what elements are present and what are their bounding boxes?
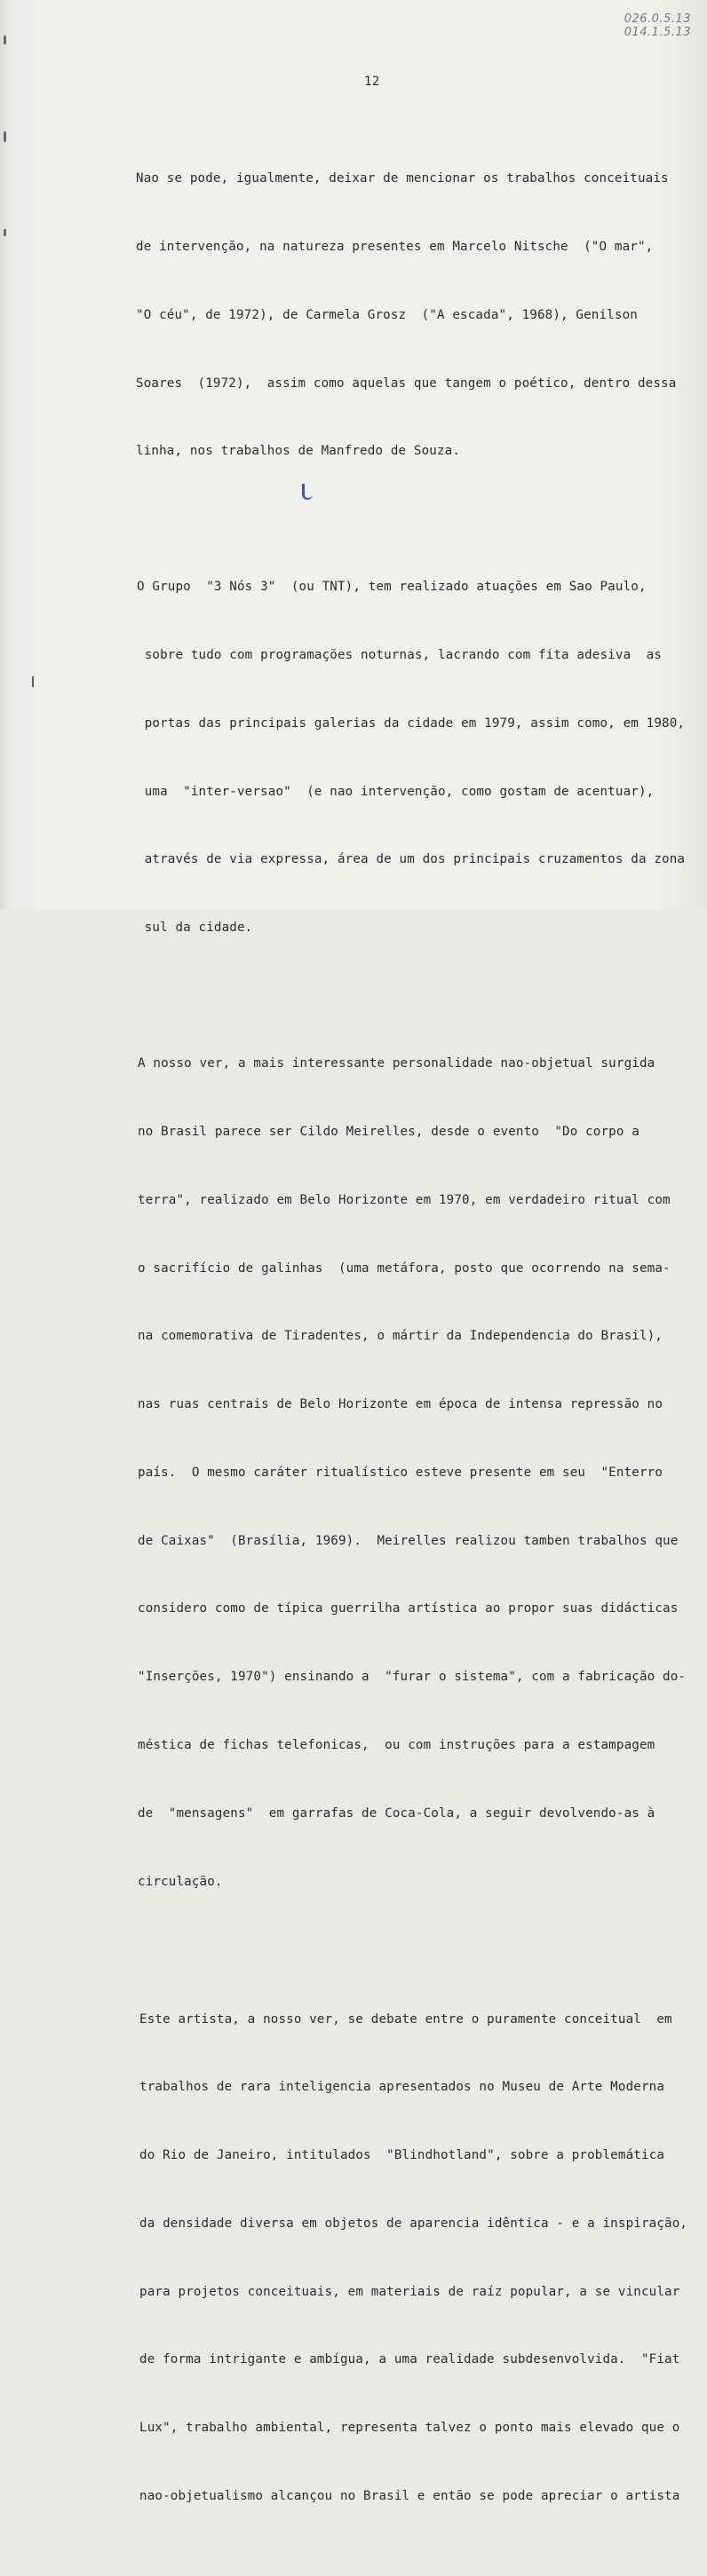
text-line: para projetos conceituais, em materiais de raíz popular, a se vincular [139, 2284, 680, 2299]
text-line: Este artista, a nosso ver, se debate entre o puramente conceitual em [139, 2011, 672, 2027]
text-line: O Grupo "3 Nós 3" (ou TNT), tem realizado atuações em Sao Paulo, [137, 580, 647, 595]
text-line: do Rio de Janeiro, intitulados "Blindhotland", sobre a problemática [139, 2148, 665, 2163]
paragraph [139, 1963, 688, 2553]
text-line: no Brasil parece ser Cildo Meirelles, desde o evento "Do corpo a [138, 1124, 639, 1139]
text-line: sobre tudo com programações noturnas, lacrando com fita adesiva as [137, 648, 663, 663]
text-line: nao-objetualismo alcançou no Brasil e então se pode apreciar o artista [139, 2488, 680, 2503]
text-line: de "mensagens" em garrafas de Coca-Cola, a seguir devolvendo-as à [138, 1806, 655, 1821]
text-line: país. O mesmo caráter ritualístico esteve presente em seu "Enterro [138, 1465, 663, 1480]
margin-edge-mark [4, 36, 6, 44]
margin-tick-mark [32, 676, 34, 687]
paragraph [138, 1007, 687, 1939]
body-text [136, 122, 688, 2576]
text-line: "O céu", de 1972), de Carmela Grosz ("A escada", 1968), Genilson [136, 307, 638, 322]
text-line: na comemorativa de Tiradentes, o mártir da Independencia do Brasil), [138, 1329, 663, 1344]
margin-edge-mark [4, 229, 6, 236]
text-line: da densidade diversa em objetos de aparencia idêntica - e a inspiração, [139, 2216, 688, 2231]
text-line: sul da cidade. [137, 921, 253, 936]
text-line: terra", realizado em Belo Horizonte em 1970, em verdadeiro ritual com [138, 1192, 671, 1207]
text-line: Soares (1972), assim como aquelas que tangem o poético, dentro dessa [136, 375, 677, 391]
text-line: portas das principais galerias da cidade em 1979, assim como, em 1980, [137, 715, 686, 731]
annotation-line: 014.1.5.13 [624, 26, 691, 39]
text-line: uma "inter-versao" (e nao intervenção, como gostam de acentuar), [137, 784, 655, 799]
text-line: circulação. [138, 1874, 223, 1889]
text-line: trabalhos de rara inteligencia apresentados no Museu de Arte Moderna [139, 2080, 665, 2095]
page-number: 12 [364, 75, 380, 89]
text-line: linha, nos trabalhos de Manfredo de Souza. [136, 444, 461, 459]
text-line: através de via expressa, área de um dos principais cruzamentos da zona [137, 852, 686, 867]
text-line: Lux", trabalho ambiental, representa talvez o ponto mais elevado que o [139, 2421, 680, 2436]
text-line: nas ruas centrais de Belo Horizonte em época de intensa repressão no [138, 1397, 663, 1412]
paragraph [137, 531, 686, 985]
margin-edge-mark [4, 131, 6, 142]
handwritten-archive-annotation [624, 12, 691, 39]
text-line: A nosso ver, a mais interessante personalidade nao-objetual surgida [138, 1056, 655, 1071]
text-line: Nao se pode, igualmente, deixar de mencionar os trabalhos conceituais [136, 171, 669, 186]
text-line: "Inserções, 1970") ensinando a "furar o sistema", com a fabricação do- [138, 1670, 687, 1685]
text-line: de forma intrigante e ambígua, a uma realidade subdesenvolvida. "Fiat [139, 2352, 680, 2367]
text-line: de intervenção, na natureza presentes em Marcelo Nitsche ("O mar", [136, 239, 654, 254]
text-line: méstica de fichas telefonicas, ou com instruções para a estampagem [138, 1737, 655, 1752]
paragraph [136, 122, 677, 509]
annotation-line: 026.0.5.13 [624, 12, 691, 26]
text-line: considero como de típica guerrilha artística ao propor suas didácticas [138, 1601, 679, 1616]
text-line: o sacrifício de galinhas (uma metáfora, posto que ocorrendo na sema- [138, 1260, 671, 1276]
ink-correction-mark [302, 484, 313, 500]
text-line: de Caixas" (Brasília, 1969). Meirelles realizou tamben trabalhos que [138, 1533, 679, 1548]
